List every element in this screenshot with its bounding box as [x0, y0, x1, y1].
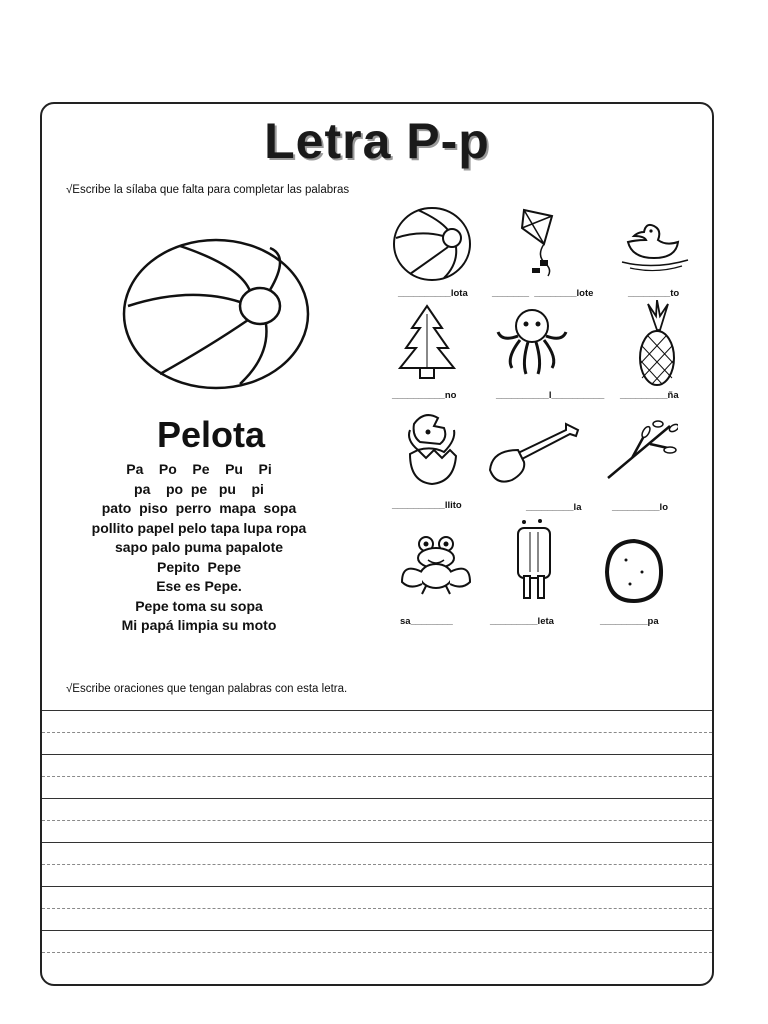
pineapple-icon: [634, 300, 680, 388]
reading-line: Pa Po Pe Pu Pi: [126, 461, 272, 477]
exercise-cell: [390, 204, 490, 304]
exercise-cell: [618, 204, 714, 304]
exercise-cell: [490, 518, 610, 627]
exercise-cell: [620, 300, 714, 401]
potato-icon: [604, 538, 664, 604]
reading-line: pato piso perro mapa sopa: [101, 500, 297, 516]
word-blank[interactable]: __________llito: [392, 500, 462, 511]
reading-line: pa po pe pu pi: [134, 480, 264, 497]
octopus-icon: [492, 302, 572, 382]
frog-icon: [396, 532, 476, 596]
reading-line: Mi papá limpia su moto: [121, 617, 277, 633]
word-blank[interactable]: _________lo: [612, 502, 668, 513]
exercise-cell: [600, 538, 704, 638]
reading-line: Ese es Pepe.: [156, 578, 242, 594]
reading-line: sapo palo puma papalote: [114, 539, 284, 555]
exercise-cell: [396, 532, 496, 632]
kite-icon: [492, 204, 572, 284]
reading-line: pollito papel pelo tapa lupa ropa: [91, 519, 307, 536]
branch-icon: [604, 420, 678, 482]
instruction-complete: √Escribe la sílaba que falta para completar las palabras: [66, 184, 350, 196]
main-word: Pelota: [156, 414, 266, 455]
exercise-cell: [492, 204, 592, 304]
word-blank[interactable]: __________l__________: [496, 390, 605, 401]
exercise-cell: [604, 420, 704, 520]
exercise-cell: [492, 302, 605, 402]
word-blank[interactable]: _________la: [526, 502, 582, 513]
beach-ball-large-icon: [120, 236, 312, 392]
popsicle-icon: [510, 518, 558, 604]
beach-ball-icon: [390, 204, 474, 284]
chick-icon: [404, 410, 460, 490]
syllable-reading: [52, 460, 346, 636]
reading-line: Pepito Pepe: [156, 558, 242, 575]
exercise-cell: [486, 420, 586, 520]
duck-icon: [618, 204, 694, 284]
word-blank[interactable]: _________pa: [600, 616, 659, 627]
word-blank[interactable]: __________lota: [398, 288, 468, 299]
word-blank[interactable]: __________no: [392, 390, 457, 401]
word-blank[interactable]: _________ña: [620, 390, 679, 401]
reading-line: Pepe toma su sopa: [135, 597, 263, 614]
word-blank[interactable]: _________leta: [490, 616, 554, 627]
worksheet: [40, 102, 714, 986]
instruction-sentences: √Escribe oraciones que tengan palabras con esta letra.: [66, 683, 348, 695]
word-blank[interactable]: sa________: [400, 616, 453, 627]
shovel-icon: [486, 420, 584, 486]
exercise-cell: [392, 302, 492, 402]
pine-tree-icon: [392, 302, 462, 388]
word-blank[interactable]: ________to: [628, 288, 680, 299]
word-blank[interactable]: _______ ________lote: [492, 288, 594, 299]
page-title: Letra P-p: [264, 113, 490, 169]
